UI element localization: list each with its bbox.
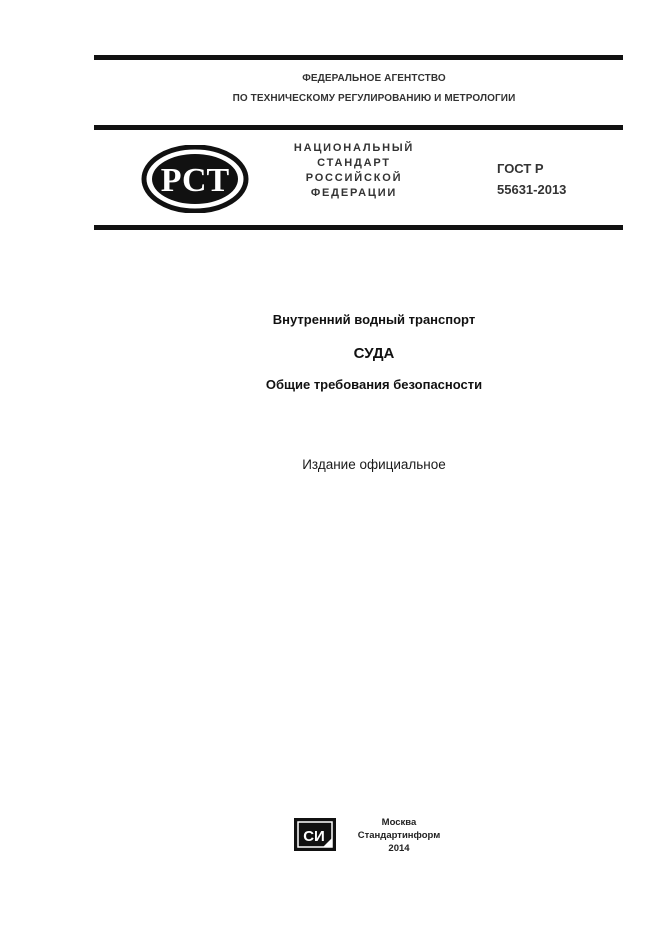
- national-line-3: РОССИЙСКОЙ: [305, 172, 403, 184]
- pub-logo-text: СИ: [303, 828, 325, 845]
- rst-logo-text: РСТ: [160, 162, 230, 199]
- document-subtitle: Общие требования безопасности: [265, 377, 483, 392]
- top-rule: [94, 55, 623, 60]
- publisher-city: Москва: [381, 817, 417, 828]
- national-line-2: СТАНДАРТ: [317, 157, 391, 169]
- gost-designation: [497, 158, 566, 200]
- middle-rule: [94, 125, 623, 130]
- rst-logo: [141, 145, 249, 213]
- publisher-info: [350, 816, 448, 855]
- document-title: СУДА: [353, 345, 395, 362]
- publisher-year: 2014: [388, 843, 410, 854]
- document-subject: Внутренний водный транспорт: [272, 312, 476, 327]
- national-standard-label: [284, 141, 424, 201]
- standartinform-logo: [293, 817, 337, 852]
- edition-note: Издание официальное: [302, 457, 446, 472]
- agency-line-2: ПО ТЕХНИЧЕСКОМУ РЕГУЛИРОВАНИЮ И МЕТРОЛОГИИ: [232, 93, 516, 104]
- publisher-name: Стандартинформ: [357, 830, 441, 841]
- national-line-4: ФЕДЕРАЦИИ: [310, 187, 398, 199]
- gost-prefix: ГОСТ Р: [497, 161, 544, 176]
- agency-line-1: ФЕДЕРАЛЬНОЕ АГЕНТСТВО: [302, 73, 446, 84]
- bottom-rule: [94, 225, 623, 230]
- national-line-1: НАЦИОНАЛЬНЫЙ: [293, 142, 415, 154]
- gost-number: 55631-2013: [497, 182, 567, 197]
